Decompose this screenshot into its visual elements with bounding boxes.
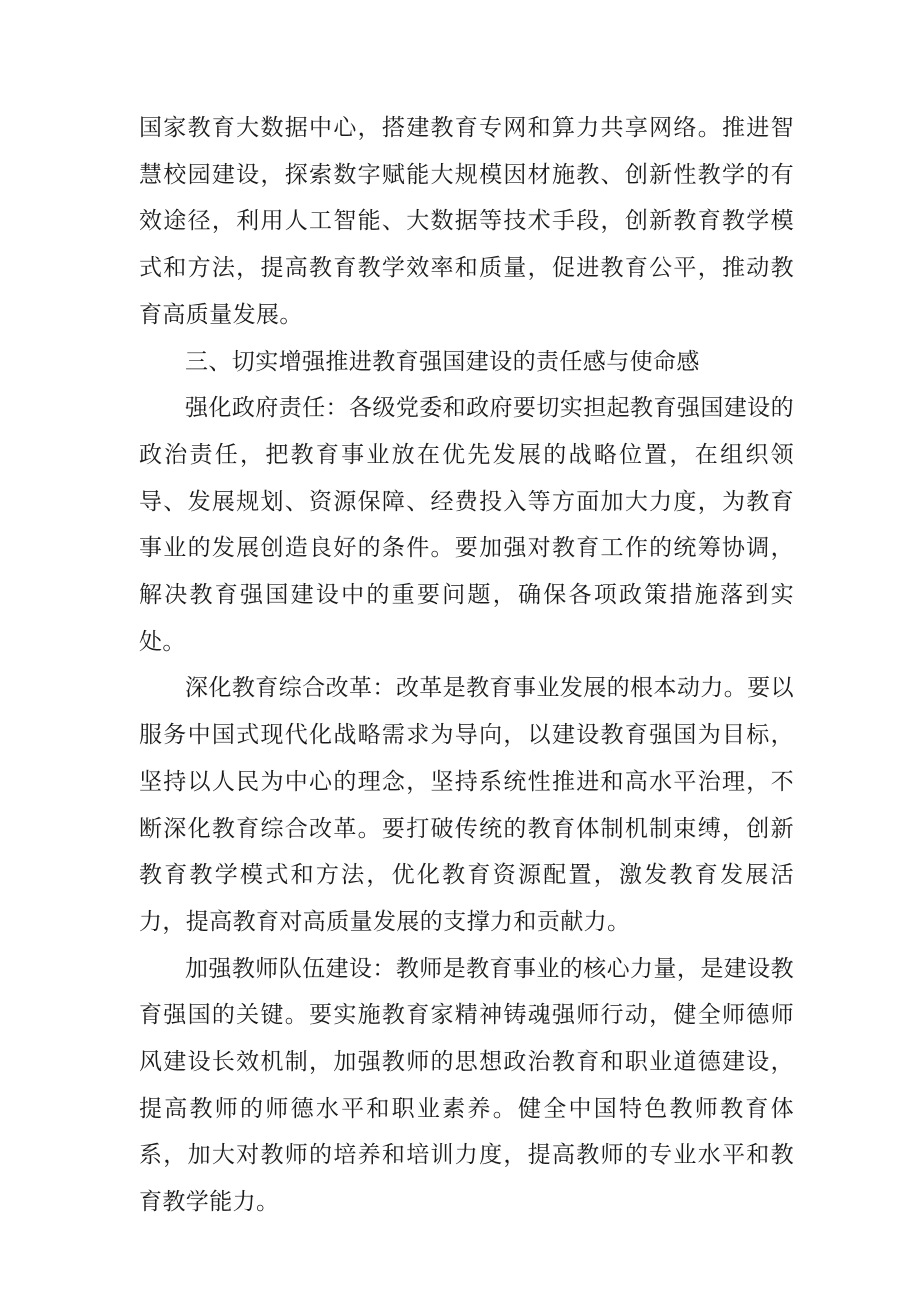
paragraph-teacher-team: 加强教师队伍建设：教师是教育事业的核心力量，是建设教育强国的关键。要实施教育家精神铸魂强师行动，健全师德师风建设长效机制，加强教师的思想政治教育和职业道德建设，提高教师的师德水平和职业素养。健全中国特色教师教育体系，加大对教师的培养和培训力度，提高教师的专业水平和教育教学能力。	[139, 955, 794, 1216]
section-heading: 三、切实增强推进教育强国建设的责任感与使命感	[185, 348, 700, 375]
paragraph-continuation: 国家教育大数据中心，搭建教育专网和算力共享网络。推进智慧校园建设，探索数字赋能大规模因材施教、创新性教学的有效途径，利用人工智能、大数据等技术手段，创新教育教学模式和方法，提高教育教学效率和质量，促进教育公平，推动教育高质量发展。	[139, 115, 794, 328]
document-page	[139, 105, 794, 1226]
paragraph-government-responsibility: 强化政府责任：各级党委和政府要切实担起教育强国建设的政治责任，把教育事业放在优先发展的战略位置，在组织领导、发展规划、资源保障、经费投入等方面加大力度，为教育事业的发展创造良好的条件。要加强对教育工作的统筹协调，解决教育强国建设中的重要问题，确保各项政策措施落到实处。	[139, 395, 794, 655]
paragraph-education-reform: 深化教育综合改革：改革是教育事业发展的根本动力。要以服务中国式现代化战略需求为导向，以建设教育强国为目标，坚持以人民为中心的理念，坚持系统性推进和高水平治理，不断深化教育综合改革。要打破传统的教育体制机制束缚，创新教育教学模式和方法，优化教育资源配置，激发教育发展活力，提高教育对高质量发展的支撑力和贡献力。	[139, 675, 794, 935]
